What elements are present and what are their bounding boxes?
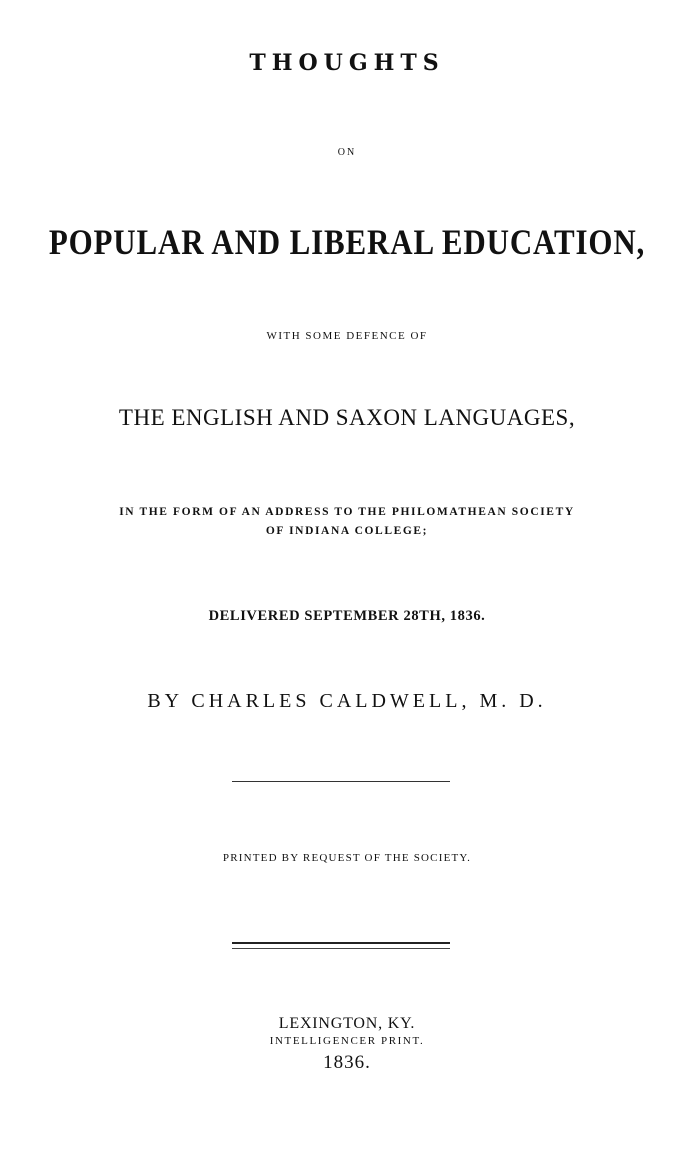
address-line-1: IN THE FORM OF AN ADDRESS TO THE PHILOMATHEAN SOCIETY xyxy=(119,506,575,518)
author-line: BY CHARLES CALDWELL, M. D. xyxy=(147,690,547,712)
address-line-2: OF INDIANA COLLEGE; xyxy=(265,525,429,537)
main-title: POPULAR AND LIBERAL EDUCATION, xyxy=(48,222,646,262)
imprint-printer: INTELLIGENCER PRINT. xyxy=(269,1035,425,1047)
title-on: ON xyxy=(337,147,357,158)
imprint-place: LEXINGTON, KY. xyxy=(278,1015,416,1032)
divider-rule xyxy=(232,781,450,782)
subtitle-languages: THE ENGLISH AND SAXON LANGUAGES, xyxy=(118,405,576,430)
double-rule-top xyxy=(232,942,450,944)
double-rule-bottom xyxy=(232,948,450,949)
delivered-date: DELIVERED SEPTEMBER 28TH, 1836. xyxy=(208,608,486,624)
subtitle-with-defence: WITH SOME DEFENCE OF xyxy=(266,330,428,342)
imprint-year: 1836. xyxy=(323,1052,371,1073)
title-thoughts: THOUGHTS xyxy=(249,50,445,76)
printed-by-request: PRINTED BY REQUEST OF THE SOCIETY. xyxy=(222,852,472,864)
